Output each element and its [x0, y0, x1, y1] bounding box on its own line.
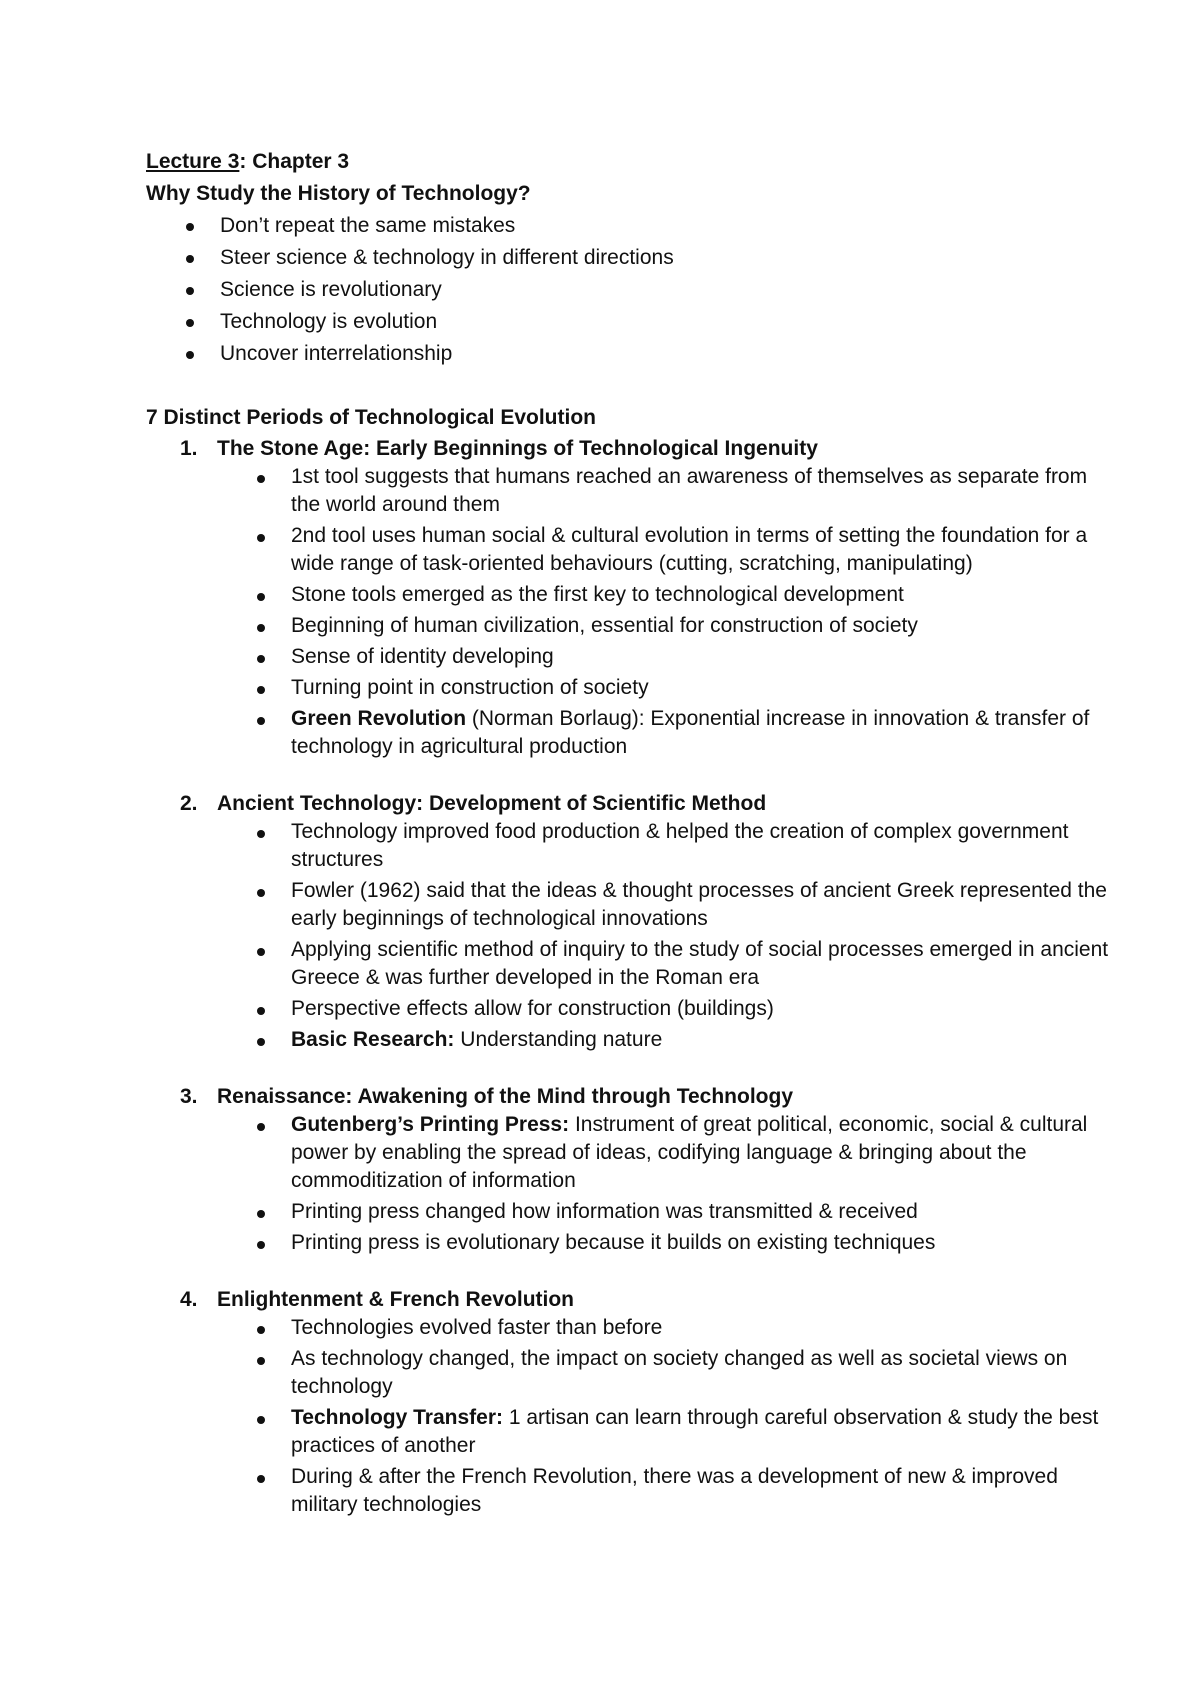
- bullet-text: 1 artisan can learn through careful observation & study the best practices of another: [291, 1406, 1099, 1457]
- bullet-dot-icon: [257, 1007, 265, 1015]
- period-heading: [180, 1082, 1120, 1111]
- period-bullet-item: [254, 674, 1120, 702]
- period-number: 4.: [180, 1288, 198, 1311]
- period-bullet-item: [254, 612, 1120, 640]
- period-bullet-item: [254, 1198, 1120, 1226]
- bullet-text: 2nd tool uses human social & cultural evolution in terms of setting the foundation for a wide range of task-oriented behaviours (cutting, scratching, manipulating): [291, 524, 1088, 575]
- bullet-dot-icon: [257, 889, 265, 897]
- period-title: Ancient Technology: Development of Scientific Method: [217, 792, 767, 815]
- period-heading: [180, 1285, 1120, 1314]
- title-separator: :: [239, 150, 253, 173]
- period-number: 1.: [180, 437, 198, 460]
- bullet-dot-icon: [257, 1357, 265, 1365]
- period-number: 3.: [180, 1085, 198, 1108]
- bullet-text: Turning point in construction of society: [291, 676, 649, 699]
- bullet-dot-icon: [186, 287, 194, 295]
- bullet-text: Instrument of great political, economic, social & cultural power by enabling the spread of ideas, codifying language & bringing about the commoditization of information: [291, 1113, 1088, 1192]
- periods-heading: 7 Distinct Periods of Technological Evolution: [146, 406, 596, 429]
- bullet-text: Fowler (1962) said that the ideas & thought processes of ancient Greek represented the early beginnings of technological innovations: [291, 879, 1107, 930]
- chapter-label: Chapter 3: [252, 150, 350, 173]
- bullet-text: As technology changed, the impact on society changed as well as societal views on technology: [291, 1347, 1068, 1398]
- bullet-dot-icon: [257, 1038, 265, 1046]
- bullet-dot-icon: [257, 830, 265, 838]
- bullet-text: Beginning of human civilization, essential for construction of society: [291, 614, 918, 637]
- bullet-dot-icon: [257, 1241, 265, 1249]
- period-title: Enlightenment & French Revolution: [217, 1288, 575, 1311]
- bullet-text: Don’t repeat the same mistakes: [220, 214, 516, 237]
- period-bullet-item: [254, 522, 1120, 578]
- period-bullet-item: [254, 705, 1120, 761]
- period-bullet-item: [254, 1404, 1120, 1460]
- bullet-dot-icon: [257, 717, 265, 725]
- period-title: The Stone Age: Early Beginnings of Technological Ingenuity: [217, 437, 818, 460]
- bullet-text: Stone tools emerged as the first key to technological development: [291, 583, 904, 606]
- period-heading: [180, 789, 1120, 818]
- period-bullet-item: [254, 1463, 1120, 1519]
- intro-bullet-item: [183, 242, 1120, 274]
- bullet-text: Technologies evolved faster than before: [291, 1316, 663, 1339]
- bullet-dot-icon: [186, 351, 194, 359]
- bullet-text: Sense of identity developing: [291, 645, 554, 668]
- period-bullet-item: [254, 818, 1120, 874]
- period-heading: [180, 434, 1120, 463]
- bullet-text: Perspective effects allow for construction (buildings): [291, 997, 774, 1020]
- bullet-dot-icon: [257, 624, 265, 632]
- period-section: [180, 434, 1120, 761]
- bullet-dot-icon: [257, 686, 265, 694]
- bullet-text: (Norman Borlaug): Exponential increase in innovation & transfer of technology in agricultural production: [291, 707, 1090, 758]
- bullet-text: Steer science & technology in different directions: [220, 246, 674, 269]
- periods-list: [146, 434, 1120, 1519]
- bullet-text: Applying scientific method of inquiry to the study of social processes emerged in ancient Greece & was further developed in the Roman era: [291, 938, 1109, 989]
- bullet-dot-icon: [257, 655, 265, 663]
- period-section: [180, 789, 1120, 1054]
- page-subtitle: Why Study the History of Technology?: [146, 182, 531, 205]
- bullet-dot-icon: [186, 255, 194, 263]
- bullet-text: Technology improved food production & helped the creation of complex government structures: [291, 820, 1069, 871]
- period-number: 2.: [180, 792, 198, 815]
- bullet-text: Printing press is evolutionary because it builds on existing techniques: [291, 1231, 936, 1254]
- bullet-dot-icon: [257, 1416, 265, 1424]
- intro-bullet-item: [183, 338, 1120, 370]
- bullet-bold-term: Green Revolution: [291, 707, 467, 730]
- bullet-dot-icon: [257, 534, 265, 542]
- bullet-text: Science is revolutionary: [220, 278, 442, 301]
- period-bullet-list: [180, 818, 1120, 1054]
- period-section: [180, 1082, 1120, 1257]
- bullet-bold-term: Gutenberg’s Printing Press:: [291, 1113, 570, 1136]
- period-bullet-item: [254, 1345, 1120, 1401]
- intro-bullet-list: [146, 210, 1120, 370]
- bullet-dot-icon: [186, 319, 194, 327]
- bullet-text: 1st tool suggests that humans reached an awareness of themselves as separate from the world around them: [291, 465, 1088, 516]
- bullet-text: Understanding nature: [454, 1028, 663, 1051]
- bullet-bold-term: Technology Transfer:: [291, 1406, 503, 1429]
- intro-bullet-item: [183, 274, 1120, 306]
- bullet-dot-icon: [257, 1210, 265, 1218]
- bullet-dot-icon: [257, 475, 265, 483]
- bullet-text: During & after the French Revolution, there was a development of new & improved military technologies: [291, 1465, 1058, 1516]
- bullet-dot-icon: [257, 948, 265, 956]
- period-bullet-list: [180, 1314, 1120, 1519]
- bullet-dot-icon: [257, 593, 265, 601]
- period-bullet-item: [254, 1026, 1120, 1054]
- lecture-title: [146, 146, 1120, 178]
- bullet-dot-icon: [257, 1123, 265, 1131]
- bullet-dot-icon: [257, 1326, 265, 1334]
- bullet-text: Printing press changed how information was transmitted & received: [291, 1200, 918, 1223]
- period-title: Renaissance: Awakening of the Mind through Technology: [217, 1085, 793, 1108]
- period-bullet-item: [254, 877, 1120, 933]
- period-bullet-item: [254, 936, 1120, 992]
- intro-bullet-item: [183, 210, 1120, 242]
- bullet-text: Uncover interrelationship: [220, 342, 453, 365]
- intro-bullet-item: [183, 306, 1120, 338]
- period-section: [180, 1285, 1120, 1519]
- period-bullet-item: [254, 1314, 1120, 1342]
- period-bullet-item: [254, 463, 1120, 519]
- period-bullet-item: [254, 1111, 1120, 1195]
- bullet-text: Technology is evolution: [220, 310, 438, 333]
- period-bullet-item: [254, 1229, 1120, 1257]
- bullet-dot-icon: [186, 223, 194, 231]
- lecture-label: Lecture 3: [146, 150, 240, 173]
- bullet-bold-term: Basic Research:: [291, 1028, 455, 1051]
- period-bullet-item: [254, 995, 1120, 1023]
- period-bullet-item: [254, 581, 1120, 609]
- period-bullet-list: [180, 1111, 1120, 1257]
- period-bullet-item: [254, 643, 1120, 671]
- bullet-dot-icon: [257, 1475, 265, 1483]
- period-bullet-list: [180, 463, 1120, 761]
